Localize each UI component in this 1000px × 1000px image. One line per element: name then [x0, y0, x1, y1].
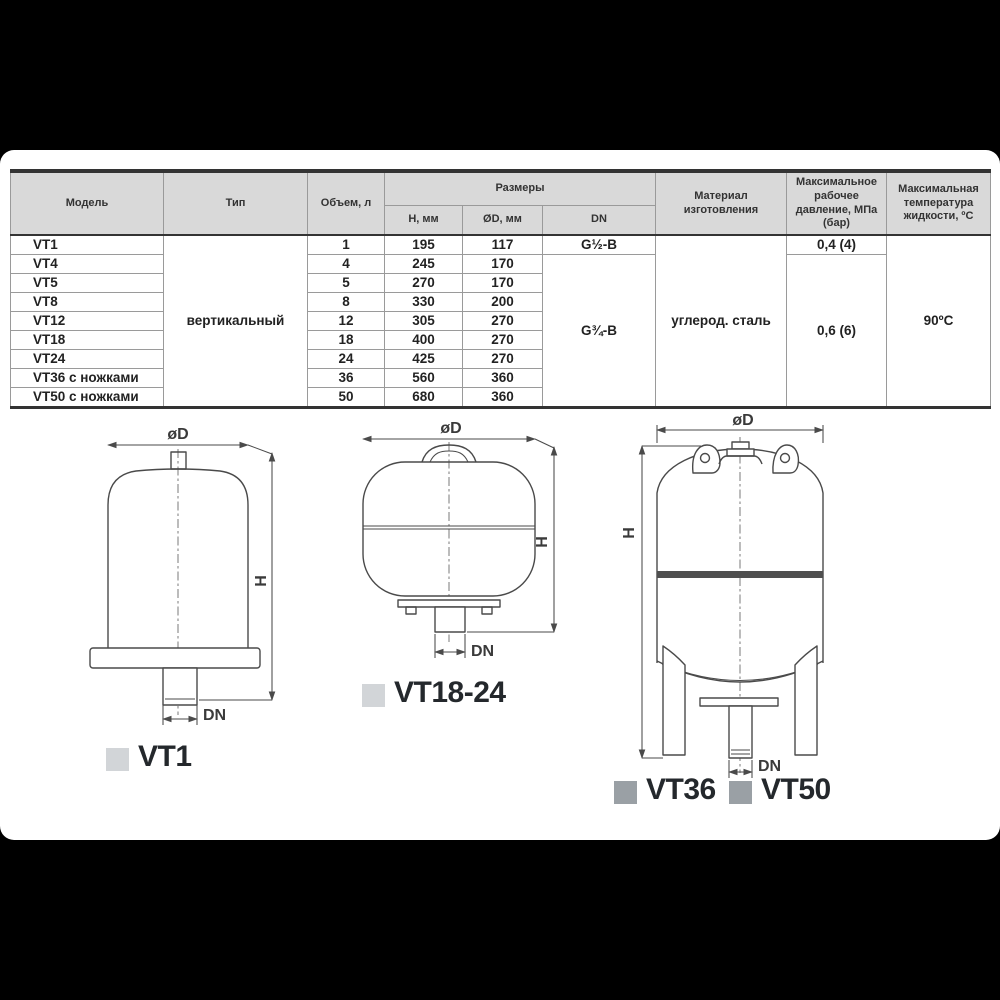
cell-model: VT12: [11, 312, 164, 331]
cell-d: 170: [463, 255, 543, 274]
cell-model: VT4: [11, 255, 164, 274]
header-dimensions: Размеры: [385, 171, 656, 206]
cell-volume: 12: [308, 312, 385, 331]
header-volume: Объем, л: [308, 171, 385, 235]
dim-label-diameter: øD: [167, 426, 189, 443]
caption-vt18-24: [362, 676, 506, 710]
cell-pressure-merged: 0,6 (6): [787, 255, 887, 408]
cell-model: VT8: [11, 293, 164, 312]
header-temperature: Максимальная температура жидкости, ºС: [887, 171, 991, 235]
cell-temperature-merged: 90ºC: [887, 235, 991, 408]
cell-h: 330: [385, 293, 463, 312]
spec-table: [10, 169, 991, 409]
caption-vt1: [106, 740, 192, 774]
cell-d: 270: [463, 331, 543, 350]
color-swatch-light: [106, 748, 129, 771]
table-row: [11, 255, 991, 274]
vt1-tank-outline: [90, 452, 260, 705]
cell-d: 170: [463, 274, 543, 293]
cell-h: 560: [385, 369, 463, 388]
cell-h: 425: [385, 350, 463, 369]
header-pressure: Максимальное рабочее давление, МПа (бар): [787, 171, 887, 235]
dim-label-height: H: [621, 527, 638, 539]
dim-label-height: H: [534, 536, 551, 548]
dim-label-dn: DN: [758, 758, 782, 775]
cell-d: 360: [463, 388, 543, 408]
dim-label-dn: DN: [471, 643, 495, 660]
header-h-mm: Н, мм: [385, 206, 463, 236]
caption-vt50: [729, 773, 831, 807]
cell-type-merged: вертикальный: [164, 235, 308, 408]
table-row: [11, 235, 991, 255]
cell-d: 360: [463, 369, 543, 388]
header-dn: DN: [543, 206, 656, 236]
caption-label: VT50: [761, 773, 831, 806]
color-swatch-dark: [614, 781, 637, 804]
cell-model: VT1: [11, 235, 164, 255]
cell-volume: 18: [308, 331, 385, 350]
caption-vt36: [614, 773, 716, 807]
cell-volume: 4: [308, 255, 385, 274]
cell-model: VT50 с ножками: [11, 388, 164, 408]
color-swatch-dark: [729, 781, 752, 804]
cell-d: 200: [463, 293, 543, 312]
caption-label: VT18-24: [394, 676, 506, 709]
cell-material-merged: углерод. сталь: [656, 235, 787, 408]
cell-volume: 1: [308, 235, 385, 255]
cell-h: 305: [385, 312, 463, 331]
header-type: Тип: [164, 171, 308, 235]
dim-label-height: H: [253, 575, 270, 587]
cell-volume: 8: [308, 293, 385, 312]
drawing-vt1: [78, 423, 293, 738]
vt18-dim-diameter: [363, 420, 554, 448]
cell-h: 245: [385, 255, 463, 274]
cell-dn-merged: G¾-B: [543, 255, 656, 408]
caption-label: VT1: [138, 740, 192, 773]
cell-d: 117: [463, 235, 543, 255]
cell-pressure: 0,4 (4): [787, 235, 887, 255]
header-material: Материал изготовления: [656, 171, 787, 235]
dim-label-diameter: øD: [732, 412, 754, 429]
vt36-dim-height: [621, 446, 701, 758]
cell-model: VT24: [11, 350, 164, 369]
cell-volume: 50: [308, 388, 385, 408]
vt18-dim-dn: [435, 634, 494, 660]
cell-h: 400: [385, 331, 463, 350]
cell-d: 270: [463, 350, 543, 369]
cell-h: 680: [385, 388, 463, 408]
cell-d: 270: [463, 312, 543, 331]
cell-model: VT36 с ножками: [11, 369, 164, 388]
cell-volume: 36: [308, 369, 385, 388]
color-swatch-light: [362, 684, 385, 707]
vt1-dim-dn: [163, 705, 226, 725]
cell-model: VT5: [11, 274, 164, 293]
header-model: Модель: [11, 171, 164, 235]
header-d-mm: ØD, мм: [463, 206, 543, 236]
cell-dn: G½-B: [543, 235, 656, 255]
drawing-vt36-vt50: [613, 413, 918, 783]
cell-model: VT18: [11, 331, 164, 350]
drawing-vt18-24: [338, 418, 573, 668]
cell-h: 195: [385, 235, 463, 255]
cell-volume: 5: [308, 274, 385, 293]
dim-label-dn: DN: [203, 707, 227, 724]
cell-volume: 24: [308, 350, 385, 369]
vt1-dim-diameter: [108, 426, 272, 454]
cell-h: 270: [385, 274, 463, 293]
caption-label: VT36: [646, 773, 716, 806]
dim-label-diameter: øD: [440, 420, 462, 437]
